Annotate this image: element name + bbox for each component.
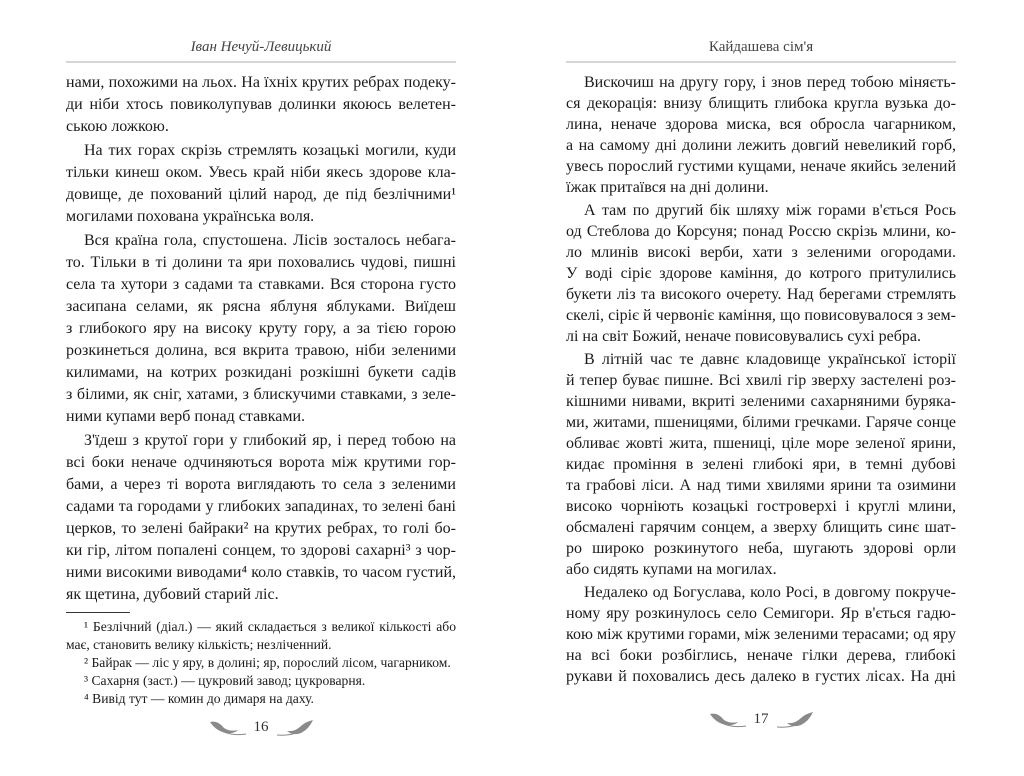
text-line: кішними нивами, вкриті зеленими сахарняними буряка- xyxy=(566,393,956,410)
paragraph xyxy=(66,140,456,228)
page-number: 16 xyxy=(253,719,269,735)
footnote xyxy=(66,618,456,654)
text-line: ми, житами, пшеницями, білими гречками. Гаряче сонце xyxy=(566,414,956,431)
text-line: ними високими виводами⁴ коло ставків, то часом густий, xyxy=(66,564,456,581)
left-page xyxy=(66,0,456,776)
ornament-right-icon xyxy=(775,708,815,730)
ornament-right-icon xyxy=(275,716,315,738)
text-line: скелі, сіріє й червоніє каміння, що повисовувалося з зем- xyxy=(566,307,956,324)
text-line: всі боки неначе одчиняються ворота між крутими гор- xyxy=(66,454,456,471)
text-line: могилами похована українська воля. xyxy=(66,208,315,225)
paragraph xyxy=(566,349,956,580)
text-line: лина, неначе здорова миска, вся обросла чагарником, xyxy=(566,116,956,133)
text-line: ному яру розкинулось село Семигори. Яр в'ється гадю- xyxy=(566,605,956,622)
text-line: та грабові ліси. А над тими хвилями ярини та озимини xyxy=(566,477,956,494)
text-line: з білими, як сніг, хатами, з блискучими ставками, з зеле- xyxy=(66,386,456,403)
text-line: засипана селами, як рясна яблуня яблуками. Виїдеш xyxy=(66,298,456,315)
text-line: рукави й поховались десь далеко в густих лісах. На дні xyxy=(566,668,956,685)
text-line: з глибокого яру на високу круту гору, а за тією горою xyxy=(66,320,456,337)
header-rule xyxy=(66,61,456,63)
text-line: обливає жовті жита, пшениці, ціле море зеленої ярини, xyxy=(566,435,956,452)
text-line: ³ Сахарня (заст.) — цукровий завод; цукроварня. xyxy=(84,673,366,688)
paragraph xyxy=(566,72,956,198)
footnote-rule xyxy=(66,612,130,613)
text-line: ⁴ Вивід тут — комин до димаря на даху. xyxy=(84,691,314,706)
text-line: бами, а через ті ворота виглядають то села з зеленими xyxy=(66,476,456,493)
body-text xyxy=(66,72,456,608)
text-line: ською ложкою. xyxy=(66,118,169,135)
text-line: ² Байрак — ліс у яру, в долині; яр, порослий лісом, чагарником. xyxy=(84,655,451,670)
text-line: обсмалені гарячим сонцем, а зверху блищить синє шат- xyxy=(566,519,956,536)
text-line: Вискочиш на другу гору, і знов перед тобою міняєть- xyxy=(584,74,956,91)
text-line: на всі боки розбіглись, неначе гілки дерева, глибокі xyxy=(566,647,956,664)
text-line: має, становить велику кількість; незліченний. xyxy=(66,637,332,652)
paragraph xyxy=(566,200,956,347)
footnote xyxy=(66,654,456,672)
running-head-title: Кайдашева сім'я xyxy=(708,39,814,55)
text-line: ними купами верб понад ставками. xyxy=(66,408,306,425)
footnote xyxy=(66,690,456,708)
text-line: од Стеблова до Корсуня; понад Россю скрізь млини, ко- xyxy=(566,223,956,240)
text-line: їжак притаївся на дні долини. xyxy=(566,179,769,196)
text-line: й тепер буває пишне. Всі хвилі гір зверху застелені роз- xyxy=(566,372,956,389)
paragraph xyxy=(66,72,456,138)
ornament-left-icon xyxy=(708,708,748,730)
text-line: Недалеко од Богуслава, коло Росі, в довгому покруче- xyxy=(584,584,956,601)
header-rule xyxy=(566,61,956,63)
text-line: тільки кинеш оком. Увесь край ніби якесь здорове кла- xyxy=(66,164,456,181)
text-line: На тих горах скрізь стремлять козацькі могили, куди xyxy=(84,142,456,159)
paragraph xyxy=(566,582,956,687)
text-line: як щетина, дубовий старий ліс. xyxy=(66,586,279,603)
text-line: садами та городами у глибоких западинах, то зелені бані xyxy=(66,498,456,515)
text-line: килимами, на котрих розкидані розкішні букети садів xyxy=(66,364,456,381)
page-number: 17 xyxy=(753,711,769,727)
text-line: ло млинів високі верби, хати з зеленими огородами. xyxy=(566,244,956,261)
text-line: довище, де похований цілий народ, де під безлічними¹ xyxy=(66,186,456,203)
text-line: а на самому дні долини лежить довгий невеликий горб, xyxy=(566,137,956,154)
text-line: А там по другий бік шляху між горами в'ється Рось xyxy=(584,202,956,219)
text-line: села та хутори з садами та ставками. Вся сторона густо xyxy=(66,276,456,293)
page-number-footer xyxy=(66,708,456,776)
text-line: букети ліз та високого очерету. Над берегами стремлять xyxy=(566,286,956,303)
body-text xyxy=(566,72,956,689)
text-line: кидає проміння в зелені глибокі яри, в темні дубові xyxy=(566,456,956,473)
right-page xyxy=(566,0,956,768)
text-line: високо чорніють козацькі гостроверхі і круглі млини, xyxy=(566,498,956,515)
ornament-left-icon xyxy=(208,716,248,738)
text-line: ¹ Безлічний (діал.) — який складається з великої кількості або xyxy=(84,619,456,634)
page-number-footer xyxy=(566,700,956,768)
text-line: У воді сіріє здорове каміння, до котрого притулились xyxy=(566,265,956,282)
text-line: В літній час те давнє кладовище української історії xyxy=(584,351,956,368)
text-line: розкинеться долина, вся вкрита травою, ніби зеленими xyxy=(66,342,456,359)
text-line: З'їдеш з крутої гори у глибокий яр, і перед тобою на xyxy=(84,432,456,449)
text-line: то. Тільки в ті долини та яри поховались чудові, пишні xyxy=(66,254,456,271)
paragraph xyxy=(66,430,456,606)
text-line: ди ніби хтось повиколупував долинки якоюсь велетен- xyxy=(66,96,456,113)
text-line: або сидять купами на могилах. xyxy=(566,561,777,578)
text-line: церков, то зелені байраки² на крутих ребрах, то голі бо- xyxy=(66,520,456,537)
footnote xyxy=(66,672,456,690)
text-line: нами, похожими на льох. На їхніх крутих ребрах подеку- xyxy=(66,74,456,91)
text-line: ро широко розкинутого неба, шугають здорові орли xyxy=(566,540,956,557)
text-line: Вся країна гола, спустошена. Лісів зосталось небага- xyxy=(84,232,456,249)
text-line: лі на світ Божий, неначе повисовувались сухі ребра. xyxy=(566,328,921,345)
text-line: увесь порослий густими кущами, неначе якийсь зелений xyxy=(566,158,956,175)
text-line: ся декорація: внизу блищить глибока кругла вузька до- xyxy=(566,95,956,112)
text-line: ки гір, літом попалені сонцем, то здорові сахарні³ з чор- xyxy=(66,542,456,559)
footnotes xyxy=(66,618,456,708)
paragraph xyxy=(66,230,456,428)
running-head-author: Іван Нечуй-Левицький xyxy=(190,39,332,55)
text-line: кою між крутими горами, між зеленими терасами; од яру xyxy=(566,626,956,643)
